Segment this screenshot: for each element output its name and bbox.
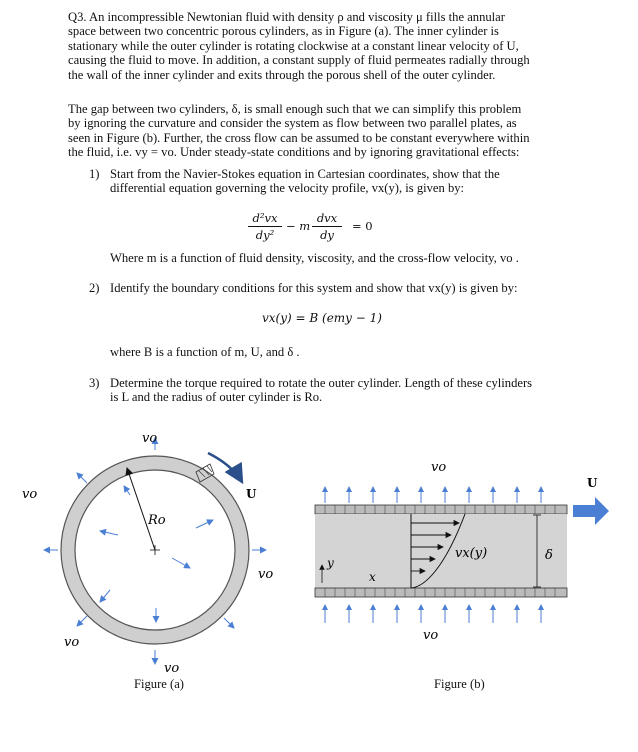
top-plate <box>315 505 567 514</box>
label-vo-left: vo <box>22 487 38 502</box>
label-vx-y: vx(y) <box>455 546 488 561</box>
figure-b-caption: Figure (b) <box>434 677 485 691</box>
gap-line: the fluid, i.e. vy = vo. Under steady-state conditions and by ignoring gravitational effects: <box>68 145 520 160</box>
label-y: y <box>327 556 334 570</box>
ode-equation <box>248 211 388 247</box>
label-U: U <box>587 476 598 490</box>
ode-num2: dvx <box>316 211 338 225</box>
part-3-text <box>110 376 560 405</box>
ode-rhs: = 0 <box>352 219 373 233</box>
part-2-number: 2) <box>89 281 100 295</box>
intro-line: Q3. An incompressible Newtonian fluid with density ρ and viscosity μ fills the annular <box>68 10 505 24</box>
ode-frac-bar-2 <box>312 226 342 227</box>
label-x: x <box>369 570 376 584</box>
label-delta: δ <box>545 548 553 563</box>
bottom-crossflow-arrows <box>325 605 541 623</box>
part-1-text <box>110 167 560 196</box>
fluid-channel <box>315 514 567 588</box>
U-arrow <box>573 497 609 525</box>
bottom-plate <box>315 588 567 597</box>
top-crossflow-arrows <box>325 487 541 503</box>
intro-line: the wall of the inner cylinder and exits through the porous shell of the outer cylinder. <box>68 67 496 82</box>
label-vo-right: vo <box>258 567 274 582</box>
question-intro <box>68 10 558 82</box>
part-1-line: Start from the Navier-Stokes equation in Cartesian coordinates, show that the <box>110 167 500 181</box>
ode-num1: d²vx <box>252 211 278 225</box>
part-3-number: 3) <box>89 376 100 390</box>
ode-den2: dy <box>320 228 334 242</box>
part-1-line: differential equation governing the velocity profile, vx(y), is given by: <box>110 181 465 196</box>
label-vo-top: vo <box>431 460 447 475</box>
label-vo-bottom: vo <box>423 628 439 643</box>
gap-line: seen in Figure (b). Further, the cross flow can be assumed to be constant everywhere within <box>68 130 530 145</box>
ode-minus-m: − m <box>286 219 311 233</box>
figure-a <box>0 420 310 680</box>
intro-line: space between two concentric porous cylinders, as in Figure (a). The inner cylinder is <box>68 24 499 39</box>
label-vo-top: vo <box>142 431 158 446</box>
label-U: U <box>246 487 257 501</box>
part-3-line: is L and the radius of outer cylinder is Ro. <box>110 390 323 405</box>
figure-a-caption: Figure (a) <box>134 677 185 691</box>
figure-b <box>305 455 635 655</box>
label-vo-bottom: vo <box>164 661 180 676</box>
intro-line: stationary while the outer cylinder is rotating clockwise at a constant linear velocity of U, <box>68 38 519 53</box>
question-gap-paragraph <box>68 102 558 160</box>
ode-den1: dy² <box>255 228 275 242</box>
ode-frac-bar-1 <box>248 226 282 227</box>
part-1-note: Where m is a function of fluid density, viscosity, and the cross-flow velocity, vo . <box>110 251 519 265</box>
gap-line: The gap between two cylinders, δ, is small enough such that we can simplify this problem <box>68 102 522 116</box>
gap-line: by ignoring the curvature and consider the system as flow between two parallel plates, as <box>68 116 517 131</box>
label-Ro: Ro <box>148 513 166 528</box>
part-1-number: 1) <box>89 167 100 181</box>
part-2-line: Identify the boundary conditions for this system and show that vx(y) is given by: <box>110 281 518 295</box>
part-2-note: where B is a function of m, U, and δ . <box>110 345 300 359</box>
label-vo-bottom-left: vo <box>64 635 80 650</box>
velocity-profile-equation: vx(y) = B (emy − 1) <box>262 311 382 325</box>
part-3-line: Determine the torque required to rotate the outer cylinder. Length of these cylinders <box>110 376 533 390</box>
intro-line: causing the fluid to move. In addition, a constant supply of fluid permeates radially through <box>68 53 530 68</box>
